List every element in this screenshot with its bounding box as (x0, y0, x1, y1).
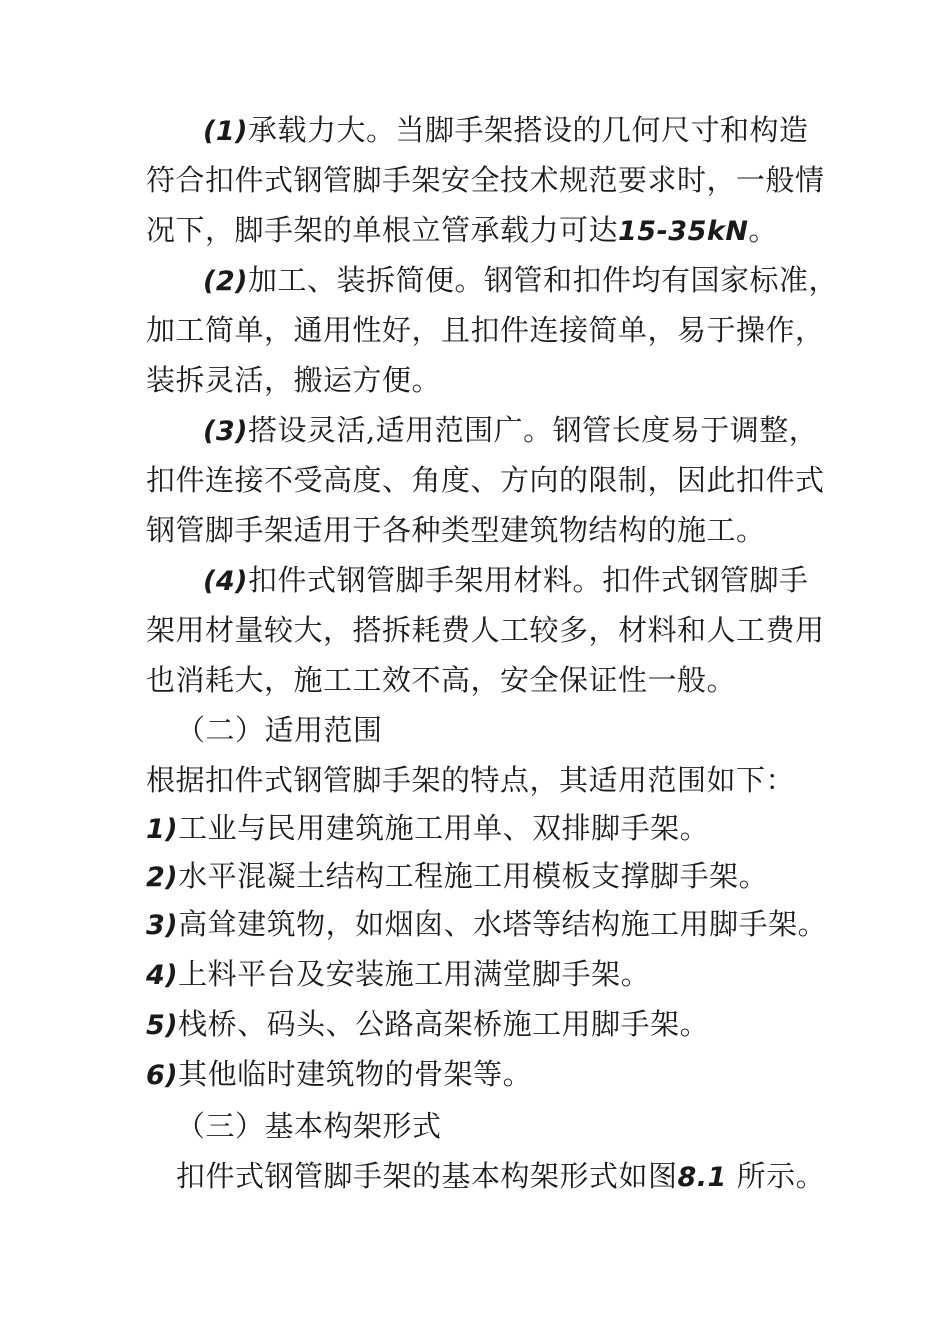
figure-reference: 8.1 (677, 1162, 727, 1193)
list-item (146, 1006, 709, 1044)
list-item (146, 810, 709, 848)
list-item-text: 高耸建筑物，如烟囱、水塔等结构施工用脚手架。 (178, 907, 828, 941)
paragraph-1-text-2: 符合扣件式钢管脚手架安全技术规范要求时，一般情 (146, 163, 825, 197)
paragraph-1-line-2 (146, 162, 825, 198)
paragraph-1-text-1: 承载力大。当脚手架搭设的几何尺寸和构造 (247, 113, 809, 147)
paragraph-3-line-3 (146, 512, 766, 548)
paragraph-4-line-2 (146, 612, 825, 648)
paragraph-1-marker: (1) (203, 116, 248, 147)
section-3-text-post: 所示。 (726, 1159, 826, 1193)
load-capacity-value: 15-35kN (618, 216, 749, 247)
paragraph-3-text-1: 搭设灵活,适用范围广。钢管长度易于调整， (247, 413, 819, 447)
section-2-intro: 根据扣件式钢管脚手架的特点，其适用范围如下： (146, 763, 796, 797)
list-item-text: 水平混凝土结构工程施工用模板支撑脚手架。 (178, 859, 769, 893)
paragraph-4-line-1 (203, 562, 808, 600)
section-3-text (176, 1158, 825, 1196)
paragraph-2-line-1 (203, 262, 838, 300)
paragraph-3-text-3: 钢管脚手架适用于各种类型建筑物结构的施工。 (146, 513, 766, 547)
list-item (146, 1056, 532, 1094)
paragraph-1-text-3: 况下，脚手架的单根立管承载力可达 (146, 213, 619, 247)
paragraph-2-text-2: 加工简单，通用性好，且扣件连接简单，易于操作， (146, 313, 825, 347)
paragraph-2-text-3: 装拆灵活，搬运方便。 (146, 363, 442, 397)
list-item (146, 956, 650, 994)
list-item-text: 栈桥、码头、公路高架桥施工用脚手架。 (178, 1007, 710, 1041)
paragraph-2-marker: (2) (203, 266, 248, 297)
section-3-heading: （三）基本构架形式 (176, 1109, 442, 1143)
paragraph-3-marker: (3) (203, 416, 248, 447)
section-3-text-pre: 扣件式钢管脚手架的基本构架形式如图 (176, 1159, 678, 1193)
paragraph-4-marker: (4) (203, 566, 248, 597)
paragraph-1-line-1 (203, 112, 808, 150)
list-item-marker: 6) (146, 1060, 179, 1091)
list-item-marker: 3) (146, 910, 179, 941)
paragraph-4-text-1: 扣件式钢管脚手架用材料。扣件式钢管脚手 (247, 563, 809, 597)
list-item-marker: 4) (146, 960, 179, 991)
list-item-marker: 2) (146, 862, 179, 893)
paragraph-3-text-2: 扣件连接不受高度、角度、方向的限制，因此扣件式 (146, 463, 825, 497)
paragraph-2-text-1: 加工、装拆简便。钢管和扣件均有国家标准， (247, 263, 838, 297)
list-item-text: 工业与民用建筑施工用单、双排脚手架。 (178, 811, 710, 845)
list-item (146, 906, 827, 944)
list-item-text: 其他临时建筑物的骨架等。 (178, 1057, 533, 1091)
paragraph-3-line-2 (146, 462, 825, 498)
list-item-marker: 5) (146, 1010, 179, 1041)
paragraph-4-text-3: 也消耗大，施工工效不高，安全保证性一般。 (146, 663, 737, 697)
section-2-heading: （二）适用范围 (176, 713, 383, 747)
paragraph-1-text-3-end: 。 (748, 213, 778, 247)
list-item (146, 858, 768, 896)
list-item-marker: 1) (146, 814, 179, 845)
paragraph-4-line-3 (146, 662, 736, 698)
paragraph-1-line-3 (146, 212, 778, 250)
list-item-text: 上料平台及安装施工用满堂脚手架。 (178, 957, 651, 991)
paragraph-3-line-1 (203, 412, 818, 450)
paragraph-2-line-2 (146, 312, 825, 348)
paragraph-4-text-2: 架用材量较大，搭拆耗费人工较多，材料和人工费用 (146, 613, 825, 647)
paragraph-2-line-3 (146, 362, 441, 398)
